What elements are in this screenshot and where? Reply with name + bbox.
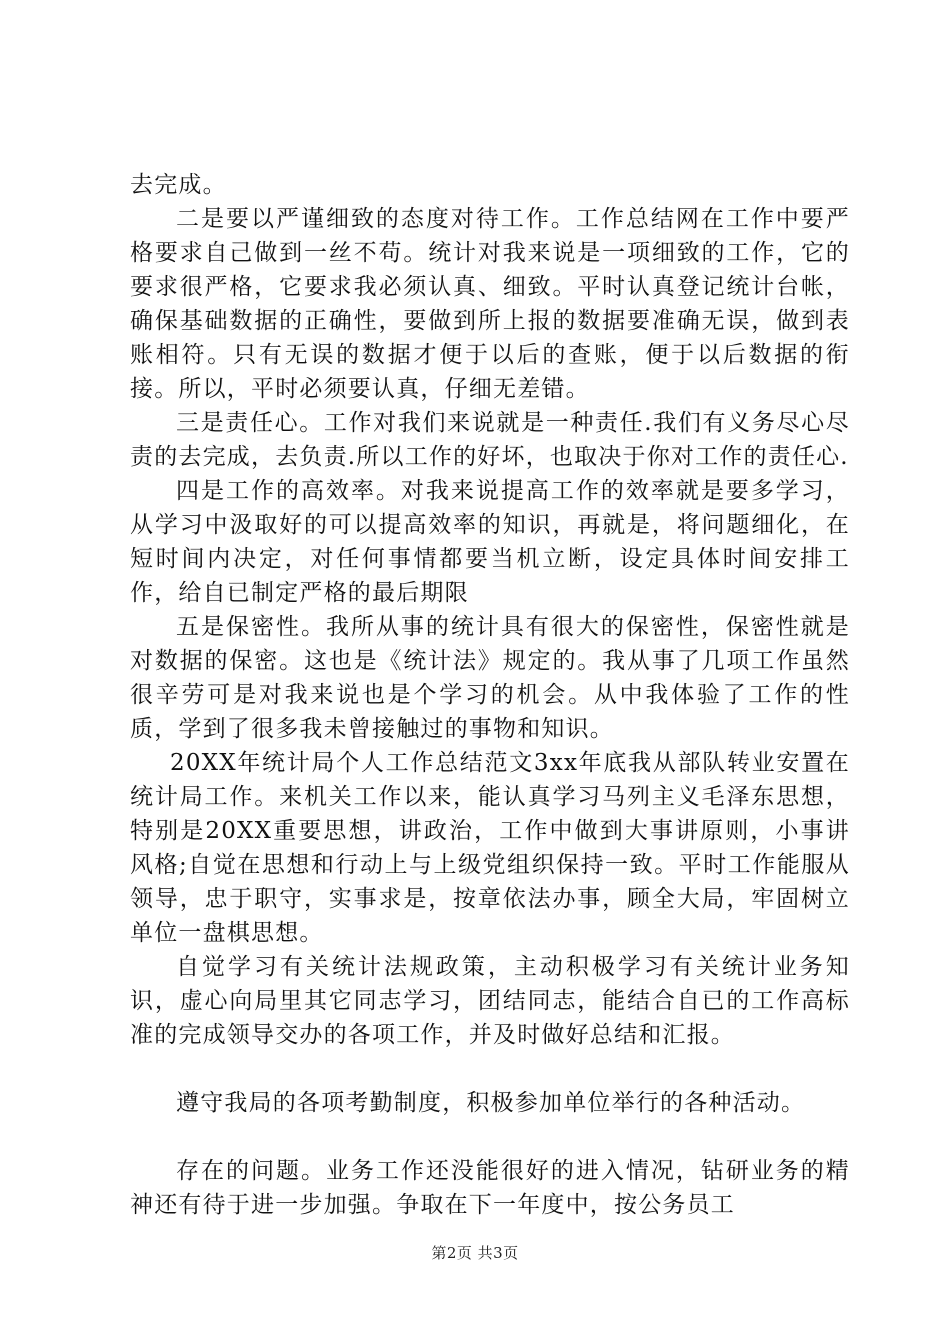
- paragraph-point-two: 二是要以严谨细致的态度对待工作。工作总结网在工作中要严格要求自己做到一丝不苟。统计对我来说是一项细致的工作，它的要求很严格，它要求我必须认真、细致。平时认真登记统计台帐，确保基础数据的正确性，要做到所上报的数据要准确无误，做到表账相符。只有无误的数据才便于以后的查账，便于以后数据的衔接。所以，平时必须要认真，仔细无差错。: [130, 206, 850, 402]
- page-number-footer: 第2页 共3页: [431, 1244, 519, 1262]
- paragraph-summary-intro: 20XX年统计局个人工作总结范文3xx年底我从部队转业安置在统计局工作。来机关工作以来，能认真学习马列主义毛泽东思想，特别是20XX重要思想，讲政治，工作中做到大事讲原则，小事讲风格;自觉在思想和行动上与上级党组织保持一致。平时工作能服从领导，忠于职守，实事求是，按章依法办事，顾全大局，牢固树立单位一盘棋思想。: [130, 750, 850, 946]
- paragraph-self-study: 自觉学习有关统计法规政策，主动积极学习有关统计业务知识，虚心向局里其它同志学习，团结同志，能结合自已的工作高标准的完成领导交办的各项工作，并及时做好总结和汇报。: [130, 954, 850, 1048]
- paragraph-point-four: 四是工作的高效率。对我来说提高工作的效率就是要多学习，从学习中汲取好的可以提高效率的知识，再就是，将问题细化，在短时间内决定，对任何事情都要当机立断，设定具体时间安排工作，给自已制定严格的最后期限: [130, 478, 850, 606]
- paragraph-problems: 存在的问题。业务工作还没能很好的进入情况，钻研业务的精神还有待于进一步加强。争取在下一年度中，按公务员工: [130, 1158, 850, 1218]
- paragraph-gap: [130, 1120, 850, 1154]
- document-body: [130, 168, 850, 1222]
- paragraph-gap: [130, 1052, 850, 1086]
- paragraph-point-three: 三是责任心。工作对我们来说就是一种责任.我们有义务尽心尽责的去完成，去负责.所以工作的好坏，也取决于你对工作的责任心.: [130, 410, 850, 470]
- paragraph-attendance: 遵守我局的各项考勤制度，积极参加单位举行的各种活动。: [176, 1090, 806, 1116]
- paragraph-continuation: 去完成。: [130, 172, 227, 198]
- paragraph-point-five: 五是保密性。我所从事的统计具有很大的保密性，保密性就是对数据的保密。这也是《统计法》规定的。我从事了几项工作虽然很辛劳可是对我来说也是个学习的机会。从中我体验了工作的性质，学到了很多我未曾接触过的事物和知识。: [130, 614, 850, 742]
